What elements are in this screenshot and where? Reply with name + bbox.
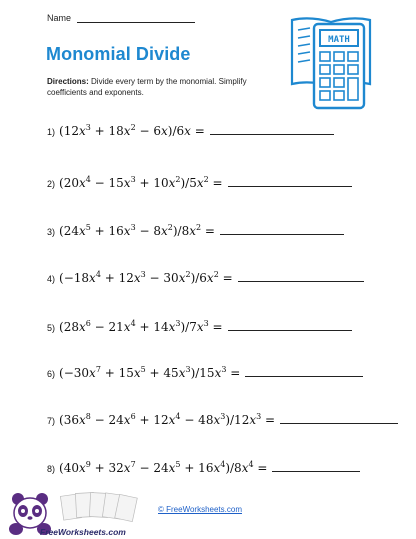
problem-number: 1) xyxy=(47,127,56,137)
problem-7 xyxy=(47,413,398,427)
problem-number: 4) xyxy=(47,274,56,284)
brand-text: FreeWorksheets.com xyxy=(40,527,126,537)
answer-blank[interactable] xyxy=(245,375,363,377)
answer-blank[interactable] xyxy=(272,470,360,472)
problem-8 xyxy=(47,461,360,475)
copyright-link[interactable]: © FreeWorksheets.com xyxy=(158,505,242,514)
worksheet-title: Monomial Divide xyxy=(46,44,191,64)
problem-2 xyxy=(47,176,352,190)
calculator-screen-label: MATH xyxy=(328,35,350,45)
problem-expression: $(24x^5 + 16x^3 - 8x^2)/8x^2$ = xyxy=(59,223,215,238)
directions-label: Directions: xyxy=(47,77,89,86)
answer-blank[interactable] xyxy=(280,422,398,424)
name-label: Name xyxy=(47,13,72,23)
problem-expression: $(36x^8 - 24x^6 + 12x^4 - 48x^3)/12x^3$ = xyxy=(59,412,276,427)
problem-number: 7) xyxy=(47,416,56,426)
math-calculator-icon xyxy=(290,14,372,110)
name-row xyxy=(47,13,195,23)
directions-text: Divide every term by the monomial. Simplify coefficients and exponents. xyxy=(47,77,247,97)
answer-blank[interactable] xyxy=(210,133,334,135)
directions xyxy=(47,76,287,98)
problem-expression: $(40x^9 + 32x^7 - 24x^5 + 16x^4)/8x^4$ = xyxy=(59,460,268,475)
answer-blank[interactable] xyxy=(238,280,364,282)
problem-5 xyxy=(47,320,352,334)
problem-expression: $(-18x^4 + 12x^3 - 30x^2)/6x^2$ = xyxy=(59,270,233,285)
problem-1 xyxy=(47,124,334,138)
problem-number: 2) xyxy=(47,179,56,189)
problem-expression: $(20x^4 - 15x^3 + 10x^2)/5x^2$ = xyxy=(59,175,223,190)
answer-blank[interactable] xyxy=(228,185,352,187)
name-line xyxy=(77,14,195,23)
problem-number: 5) xyxy=(47,323,56,333)
problem-expression: $(28x^6 - 21x^4 + 14x^3)/7x^3$ = xyxy=(59,319,223,334)
answer-blank[interactable] xyxy=(228,329,352,331)
problem-number: 3) xyxy=(47,227,56,237)
answer-blank[interactable] xyxy=(220,233,344,235)
problem-3 xyxy=(47,224,344,238)
problem-4 xyxy=(47,271,364,285)
problem-expression: $(-30x^7 + 15x^5 + 45x^3)/15x^3$ = xyxy=(59,365,241,380)
problem-number: 8) xyxy=(47,464,56,474)
problem-expression: $(12x^3 + 18x^2 - 6x)/6x$ = xyxy=(59,123,205,138)
problem-6 xyxy=(47,366,363,380)
problem-number: 6) xyxy=(47,369,56,379)
